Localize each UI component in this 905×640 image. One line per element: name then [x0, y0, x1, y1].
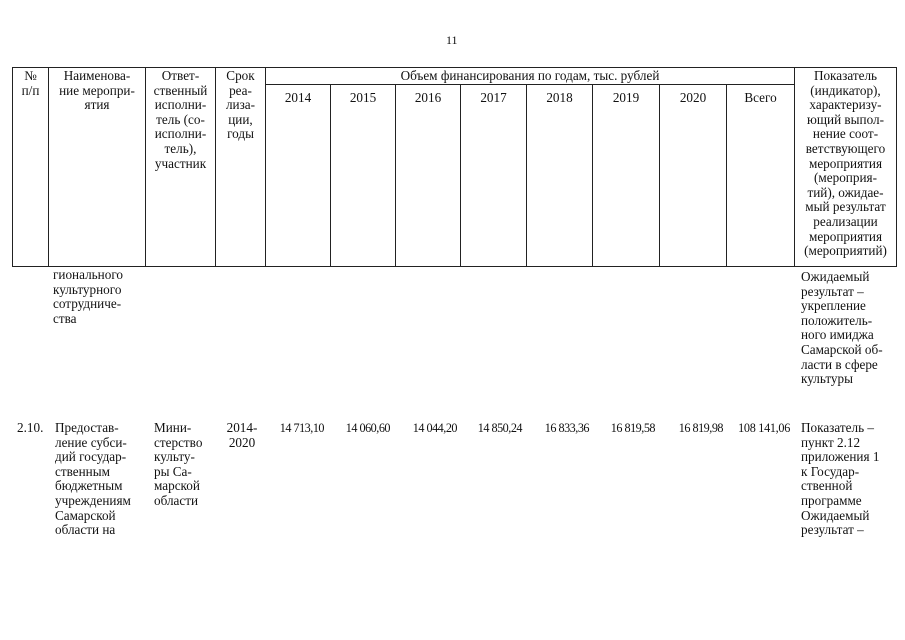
- header-year-2018: 2018: [546, 90, 573, 105]
- header-year-2014: 2014: [284, 90, 312, 105]
- row-value-2016: 14 044,20: [412, 421, 457, 435]
- header-responsible: Ответ- ственный исполни- тель (со- исполни- тель), участник: [153, 68, 208, 171]
- row-value-2014: 14 713,10: [279, 421, 324, 435]
- row-value-2018: 16 833,36: [544, 421, 589, 435]
- header-funding-title: Объем финансирования по годам, тыс. рублей: [400, 68, 660, 83]
- row-term: 2014- 2020: [226, 420, 258, 450]
- row-value-2020: 16 819,98: [678, 421, 723, 435]
- header-year-2020: 2020: [679, 90, 707, 105]
- header-num: № п/п: [21, 68, 40, 98]
- header-name: Наименова- ние меропри- ятия: [59, 68, 135, 113]
- header-year-2017: 2017: [480, 90, 507, 105]
- page-number: 11: [446, 33, 458, 47]
- row-number: 2.10.: [17, 420, 44, 435]
- header-year-2019: 2019: [612, 90, 640, 105]
- row-value-2017: 14 850,24: [477, 421, 522, 435]
- header-year-2016: 2016: [414, 90, 442, 105]
- row-value-total: 108 141,06: [738, 421, 790, 435]
- row-value-2015: 14 060,60: [345, 421, 390, 435]
- row-indicator: Показатель – пункт 2.12 приложения 1 к Государ- ственной программе Ожидаемый результат –: [801, 420, 880, 538]
- row-value-2019: 16 819,58: [610, 421, 655, 435]
- header-year-2015: 2015: [349, 90, 377, 105]
- header-total: Всего: [744, 90, 777, 105]
- row-continued-indicator: Ожидаемый результат – укрепление положитель- ного имиджа Самарской об- ласти в сфере культуры: [801, 269, 883, 387]
- row-name: Предостав- ление субси- дий государ- ственным бюджетным учреждениям Самарской области на: [55, 420, 131, 538]
- row-responsible: Мини- стерство культу- ры Са- марской области: [154, 420, 203, 508]
- header-term: Срок реа- лиза- ции, годы: [225, 68, 256, 142]
- row-continued-name: гионального культурного сотрудниче- ства: [53, 267, 124, 326]
- header-indicator: Показатель (индикатор), характеризу- ющий выпол- нение соот- ветствующего мероприятия (мероприя- тий), ожидае- мый результат реализации мероприятия (мероприятий): [804, 68, 887, 259]
